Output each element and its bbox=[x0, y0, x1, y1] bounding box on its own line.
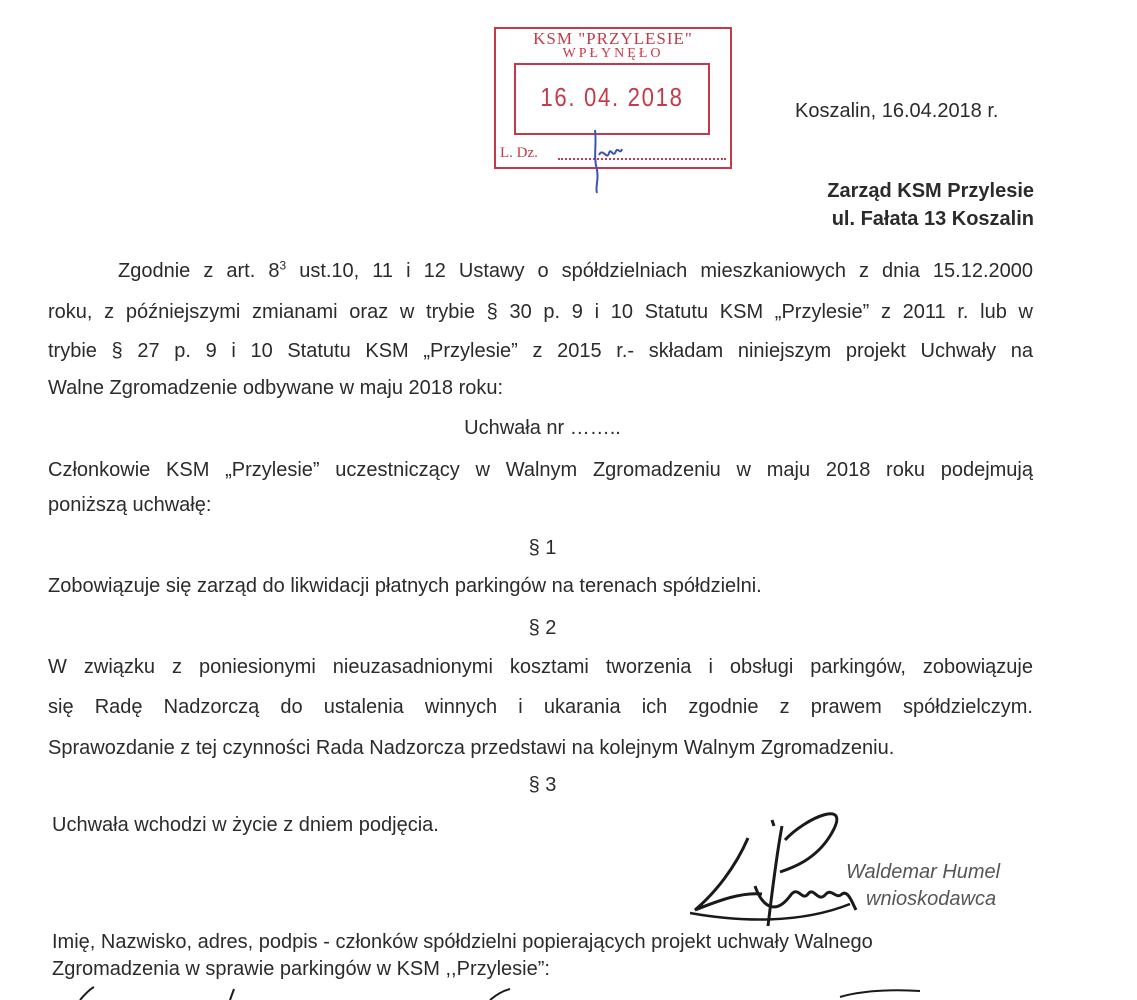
section-3-text: Uchwała wchodzi w życie z dniem podjęcia. bbox=[52, 814, 439, 836]
signer-role: wnioskodawca bbox=[866, 888, 997, 910]
intro-line-3: trybie § 27 p. 9 i 10 Statutu KSM „Przylesie” z 2015 r.- składam niniejszym projekt Uchwały na bbox=[48, 340, 1033, 362]
handwriting-strokes bbox=[60, 985, 1060, 1000]
section-2-line-2: się Radę Nadzorczą do ustalenia winnych i ukarania ich zgodnie z prawem spółdzielczym. bbox=[48, 696, 1033, 718]
section-3-heading: § 3 bbox=[528, 774, 557, 796]
section-2-line-3: Sprawozdanie z tej czynności Rada Nadzorcza przedstawi na kolejnym Walnym Zgromadzeniu. bbox=[48, 737, 895, 759]
intro-line-1: Zgodnie z art. $8^3$ ust.10, 11 i 12 Ustawy o spółdzielniach mieszkaniowych z dnia 15.12.2000 bbox=[118, 258, 1034, 282]
section-1-heading: § 1 bbox=[528, 537, 557, 559]
preamble-line-1: Członkowie KSM „Przylesie” uczestniczący w Walnym Zgromadzeniu w maju 2018 roku podejmują bbox=[48, 459, 1033, 481]
resolution-title: Uchwała nr …….. bbox=[464, 417, 621, 439]
stamp-subtitle: WPŁYNĘŁO bbox=[562, 46, 664, 61]
recipient-line-2: ul. Fałata 13 Koszalin bbox=[831, 208, 1034, 230]
recipient-line-1: Zarząd KSM Przylesie bbox=[827, 180, 1034, 202]
place-and-date: Koszalin, 16.04.2018 r. bbox=[795, 100, 999, 122]
section-2-line-1: W związku z poniesionymi nieuzasadnionymi kosztami tworzenia i obsługi parkingów, zobowiązuje bbox=[48, 656, 1033, 678]
stamp-initials-scribble bbox=[585, 125, 625, 195]
footer-line-2: Zgromadzenia w sprawie parkingów w KSM ,,Przylesie”: bbox=[52, 958, 550, 980]
preamble-line-2: poniższą uchwałę: bbox=[48, 494, 212, 516]
intro-line-4: Walne Zgromadzenie odbywane w maju 2018 roku: bbox=[48, 377, 504, 399]
section-2-heading: § 2 bbox=[528, 617, 557, 639]
section-1-text: Zobowiązuje się zarząd do likwidacji płatnych parkingów na terenach spółdzielni. bbox=[48, 575, 762, 597]
stamp-ldz-label: L. Dz. bbox=[500, 145, 538, 161]
signer-name: Waldemar Humel bbox=[846, 861, 1001, 883]
stamp-date: 16. 04. 2018 bbox=[540, 82, 684, 112]
stamp-title: KSM "PRZYLESIE" bbox=[533, 29, 693, 48]
footer-line-1: Imię, Nazwisko, adres, podpis - członków spółdzielni popierających projekt uchwały Walnego bbox=[52, 931, 873, 953]
stamp-ldz-line bbox=[558, 158, 726, 160]
intro-line-2: roku, z późniejszymi zmianami oraz w trybie § 30 p. 9 i 10 Statutu KSM „Przylesie” z 2011 r. lub w bbox=[48, 301, 1033, 323]
